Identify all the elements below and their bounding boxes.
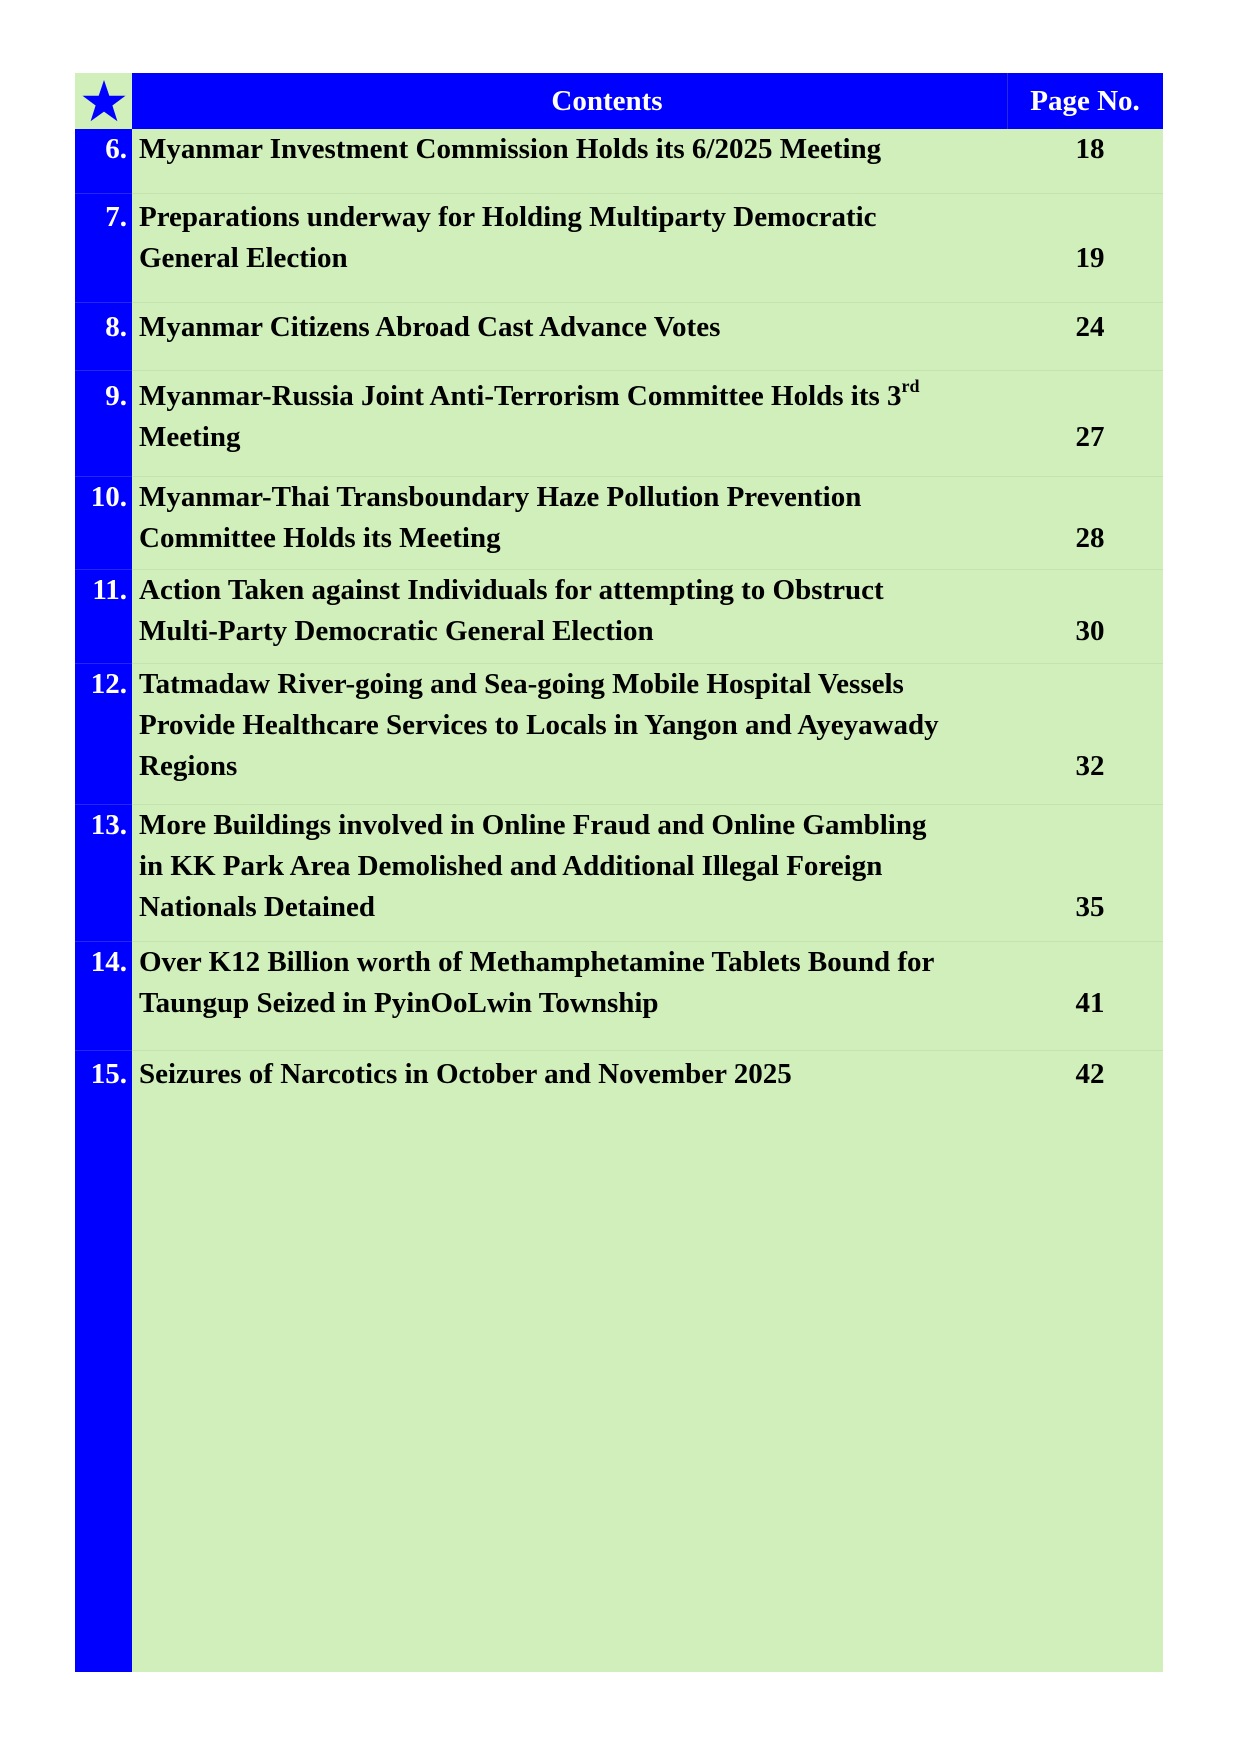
star-icon — [82, 79, 126, 123]
entry-title-line[interactable]: Taungup Seized in PyinOoLwin Township — [139, 987, 659, 1019]
entry-title[interactable]: Seizures of Narcotics in October and November 2025 — [139, 1058, 792, 1090]
entry-title[interactable]: Myanmar Investment Commission Holds its 6/2025 Meeting — [139, 133, 882, 165]
entry-title-line[interactable]: Preparations underway for Holding Multiparty Democratic — [139, 201, 877, 233]
toc-entry[interactable] — [75, 570, 1163, 663]
entry-title-line[interactable]: Regions — [139, 750, 238, 782]
entry-number: 6. — [105, 133, 127, 165]
toc-entry[interactable] — [75, 1051, 1163, 1117]
entry-page-number: 30 — [1075, 615, 1105, 647]
entry-number: 10. — [90, 481, 127, 513]
star-cell — [75, 73, 132, 129]
entry-page-number: 24 — [1075, 311, 1105, 343]
entry-page-number: 32 — [1075, 750, 1105, 782]
entry-number: 7. — [105, 201, 127, 233]
entry-title-line[interactable]: Provide Healthcare Services to Locals in Yangon and Ayeyawady — [139, 709, 939, 741]
entry-number: 15. — [90, 1058, 127, 1090]
entry-title-line[interactable]: in KK Park Area Demolished and Additional Illegal Foreign — [139, 850, 883, 882]
contents-header — [75, 73, 1163, 129]
toc-entry[interactable] — [75, 805, 1163, 941]
entry-page-number: 27 — [1075, 421, 1105, 453]
entry-page-number: 41 — [1075, 987, 1105, 1019]
entry-page-number: 28 — [1075, 522, 1105, 554]
ordinal-superscript: rd — [901, 376, 920, 396]
toc-entry[interactable] — [75, 194, 1163, 302]
entry-title-line[interactable]: Committee Holds its Meeting — [139, 522, 501, 554]
entry-title-line[interactable]: Action Taken against Individuals for attempting to Obstruct — [139, 574, 884, 606]
toc-entry[interactable] — [75, 477, 1163, 569]
entry-number: 14. — [90, 946, 127, 978]
toc-entry[interactable] — [75, 129, 1163, 193]
toc-entry[interactable] — [75, 371, 1163, 475]
toc-entry[interactable] — [75, 942, 1163, 1050]
entry-title-line[interactable] — [139, 376, 1009, 417]
entry-title-line[interactable]: Multi-Party Democratic General Election — [139, 615, 654, 647]
entry-title-line[interactable]: Nationals Detained — [139, 891, 376, 923]
entry-title-line[interactable]: Meeting — [139, 421, 241, 453]
entry-page-number: 42 — [1075, 1058, 1105, 1090]
entry-number: 13. — [90, 809, 127, 841]
contents-heading: Contents — [551, 85, 663, 117]
entry-title-line[interactable]: Myanmar-Thai Transboundary Haze Pollution Prevention — [139, 481, 862, 513]
entry-page-number: 19 — [1075, 242, 1105, 274]
page-no-heading: Page No. — [1030, 85, 1140, 117]
entry-title-text: Myanmar-Russia Joint Anti-Terrorism Committee Holds its 3 — [139, 380, 902, 412]
entry-title-line[interactable]: More Buildings involved in Online Fraud and Online Gambling — [139, 809, 927, 841]
toc-entry[interactable] — [75, 303, 1163, 369]
entry-number: 12. — [90, 668, 127, 700]
entry-number: 8. — [105, 311, 127, 343]
table-of-contents — [75, 73, 1163, 1672]
entry-number: 9. — [105, 380, 127, 412]
entry-title-line[interactable]: Tatmadaw River-going and Sea-going Mobile Hospital Vessels — [139, 668, 904, 700]
entry-page-number: 18 — [1075, 133, 1105, 165]
entry-title-line[interactable]: Over K12 Billion worth of Methamphetamine Tablets Bound for — [139, 946, 935, 978]
entry-title[interactable]: Myanmar Citizens Abroad Cast Advance Votes — [139, 311, 721, 343]
entry-title-line[interactable]: General Election — [139, 242, 348, 274]
toc-entry[interactable] — [75, 664, 1163, 804]
entry-number: 11. — [92, 574, 127, 606]
entry-page-number: 35 — [1075, 891, 1105, 923]
